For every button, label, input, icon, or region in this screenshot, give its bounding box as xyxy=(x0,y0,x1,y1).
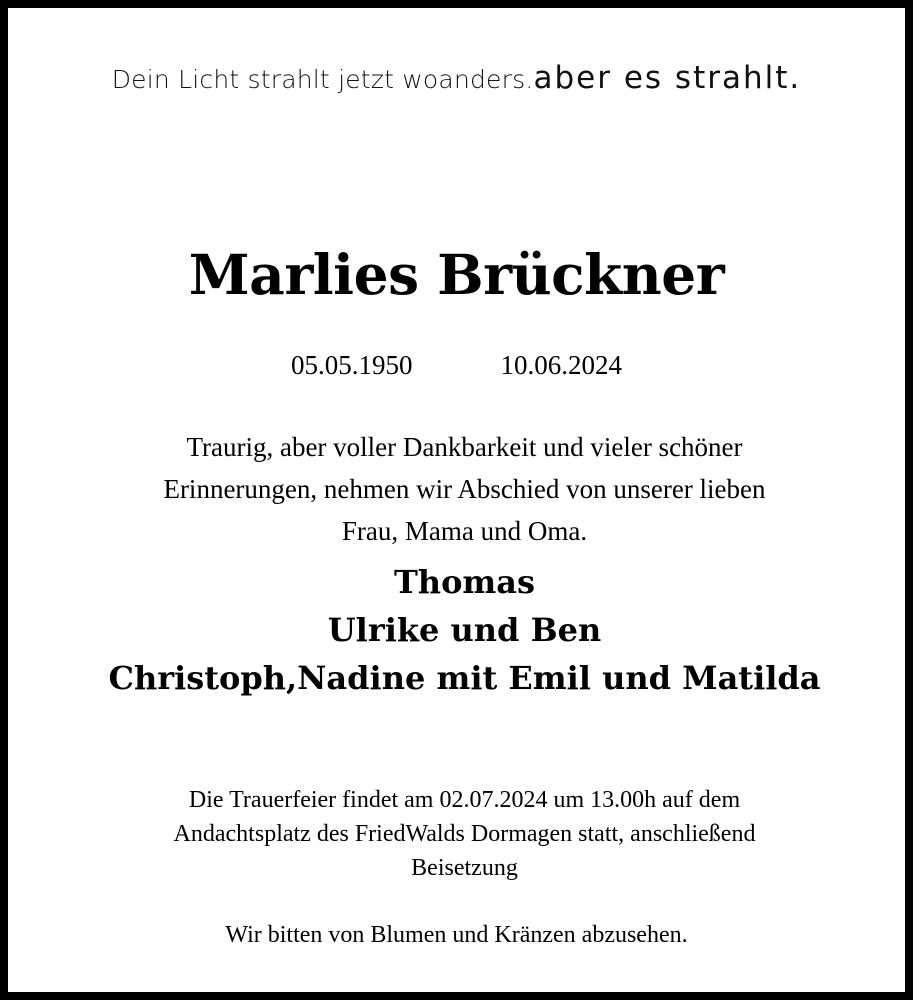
motto-part-1: Dein Licht strahlt jetzt woanders. xyxy=(111,65,534,94)
mourners-list xyxy=(28,558,901,702)
motto xyxy=(8,60,905,96)
message-line: Erinnerungen, nehmen wir Abschied von unserer lieben xyxy=(163,474,766,504)
message-line: Frau, Mama und Oma. xyxy=(341,516,588,546)
death-date: 10.06.2024 xyxy=(500,350,622,380)
ceremony-info xyxy=(48,783,881,885)
mourner-entry: Ulrike und Ben xyxy=(327,611,602,649)
life-dates xyxy=(8,350,905,381)
motto-part-2: aber es strahlt. xyxy=(533,60,802,96)
deceased-name: Marlies Brückner xyxy=(188,242,725,307)
ceremony-line: Die Trauerfeier findet am 02.07.2024 um 13.00h auf dem xyxy=(188,787,741,813)
farewell-message xyxy=(48,426,881,552)
ceremony-line: Beisetzung xyxy=(411,855,518,881)
mourner-entry: Christoph,Nadine mit Emil und Matilda xyxy=(108,659,821,697)
mourner-entry: Thomas xyxy=(393,563,536,601)
message-line: Traurig, aber voller Dankbarkeit und vieler schöner xyxy=(186,432,743,462)
closing-note: Wir bitten von Blumen und Kränzen abzusehen. xyxy=(225,922,688,948)
birth-date: 05.05.1950 xyxy=(291,350,413,380)
ceremony-line: Andachtsplatz des FriedWalds Dormagen statt, anschließend xyxy=(173,821,756,847)
